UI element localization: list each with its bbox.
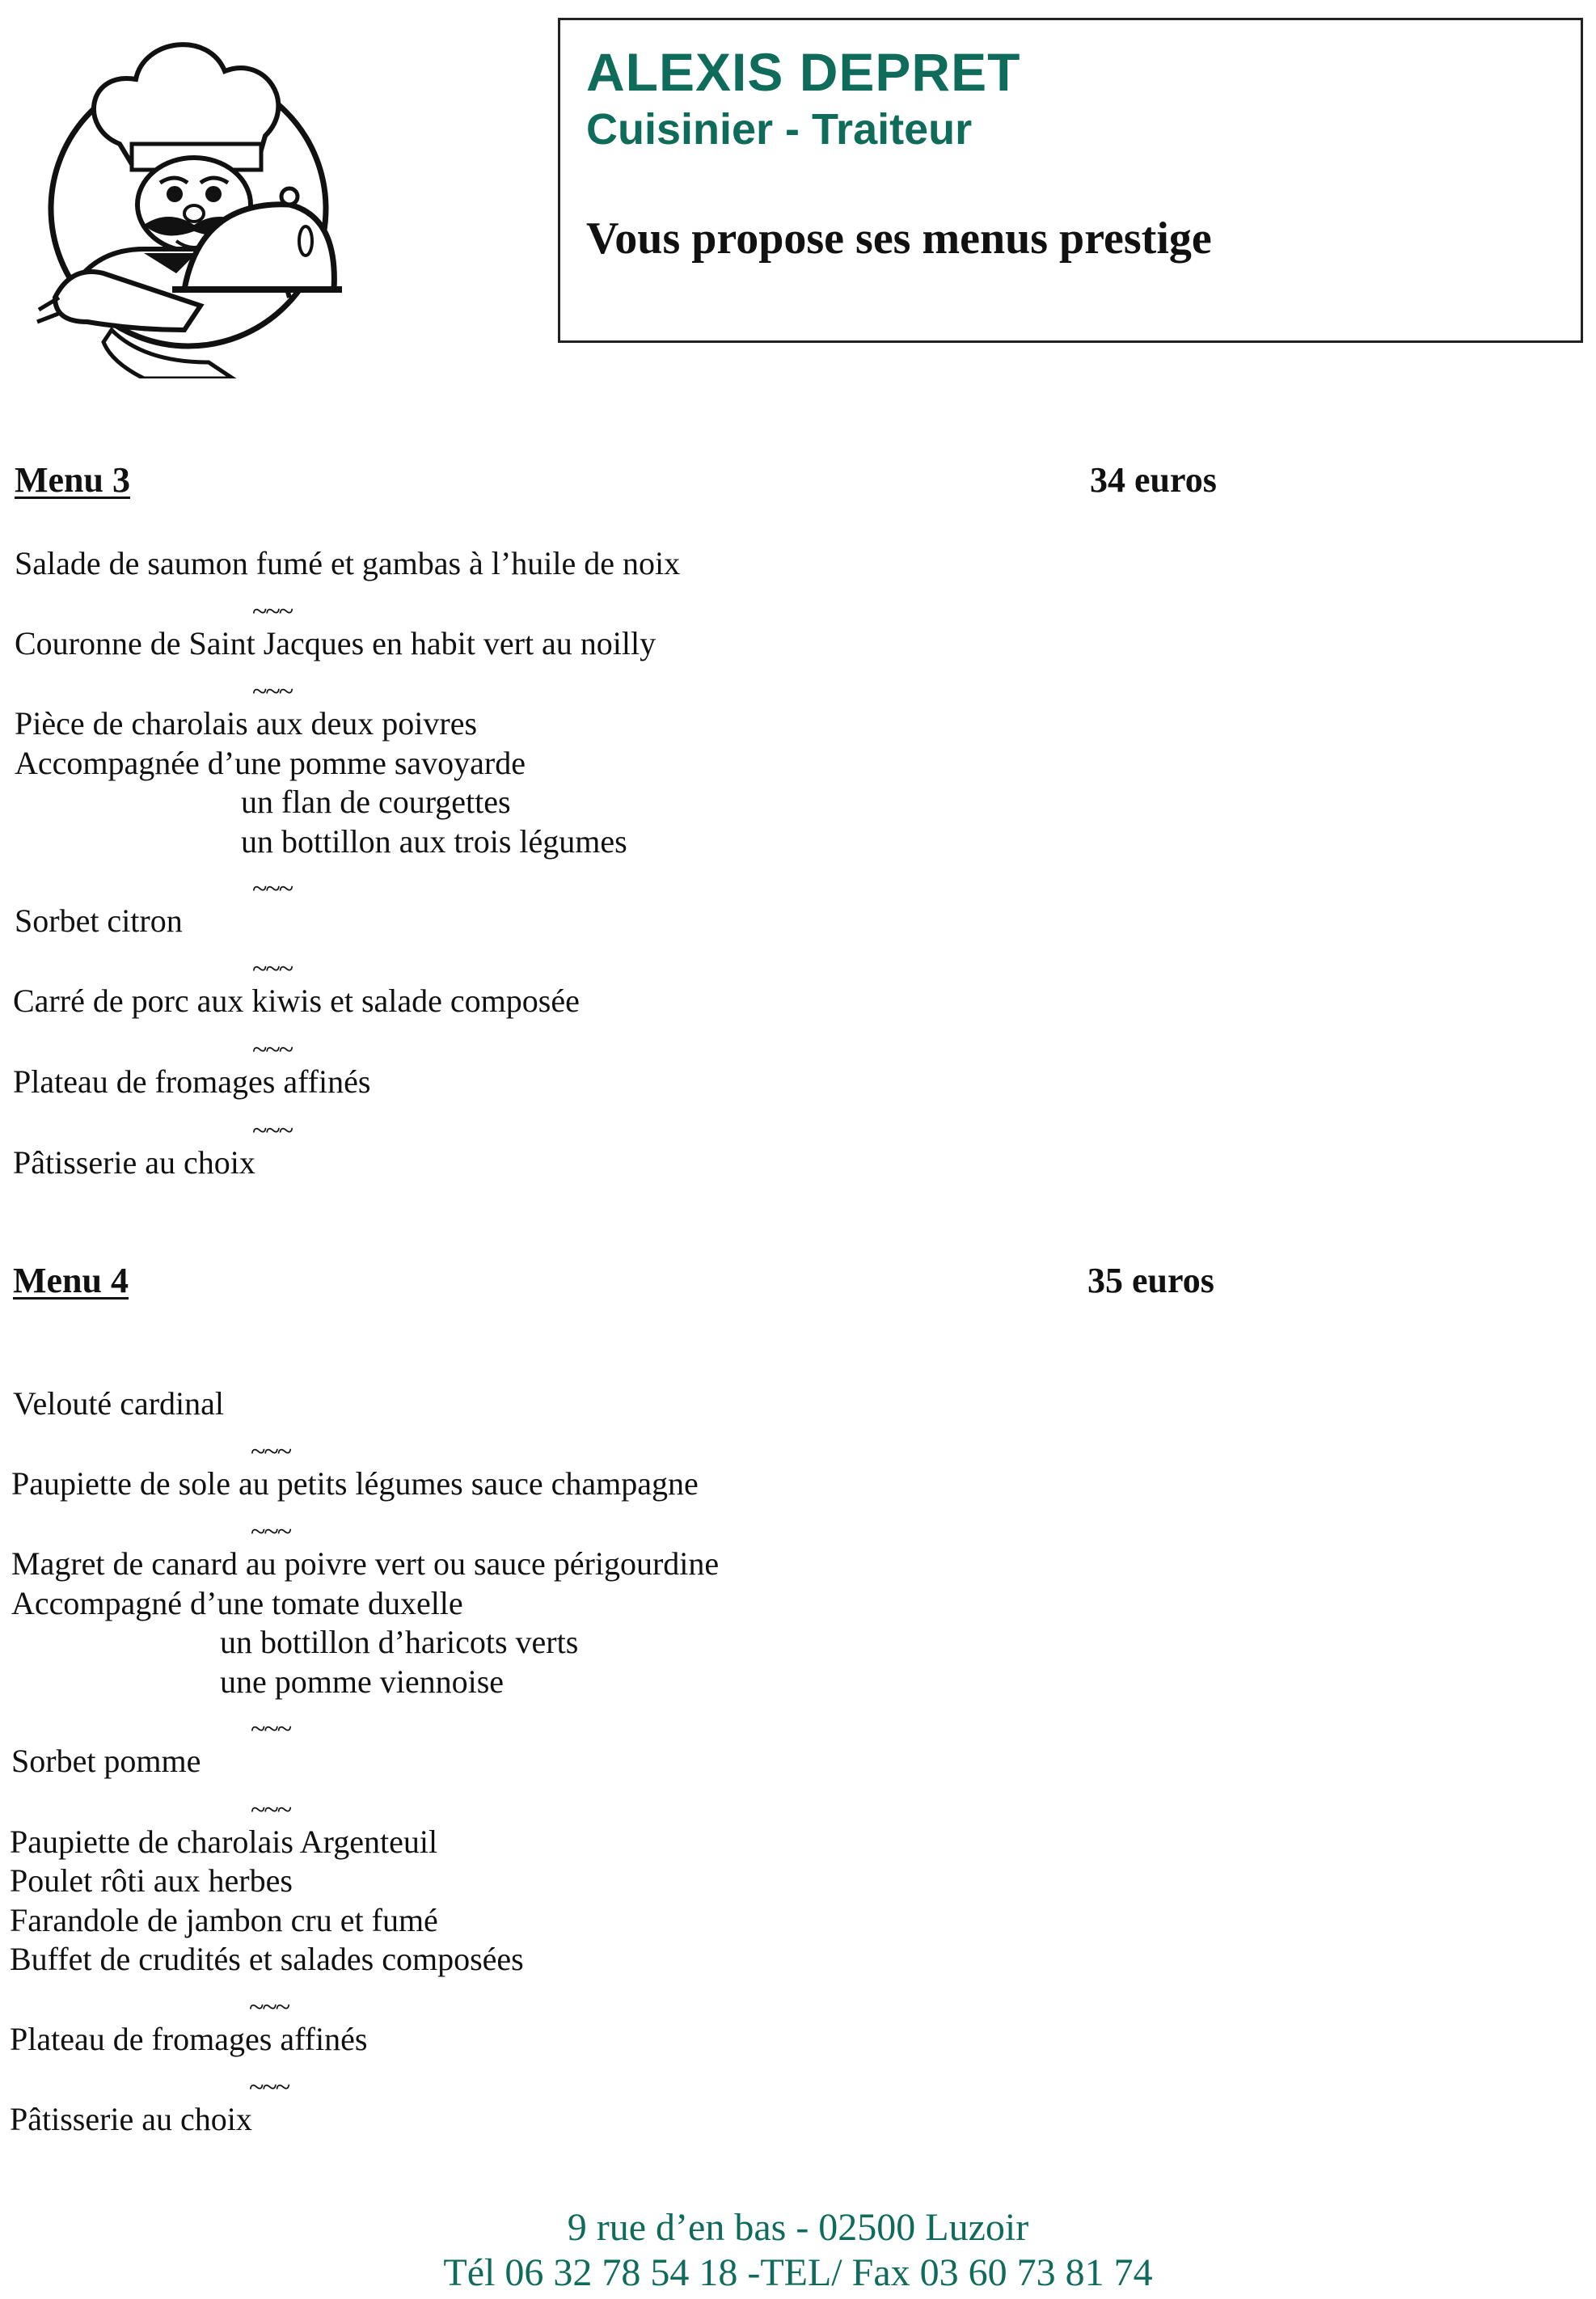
menu-3-separator: ~~~ — [252, 677, 293, 707]
menu-3-line: un bottillon aux trois légumes — [241, 823, 627, 860]
menu-3-price: 34 euros — [1090, 460, 1217, 500]
menu-4-line: Magret de canard au poivre vert ou sauce périgourdine — [11, 1545, 720, 1582]
header-box — [558, 18, 1583, 343]
menu-4-separator: ~~~ — [249, 1993, 289, 2022]
menu-3-separator: ~~~ — [252, 1116, 293, 1146]
menu-3-line: Sorbet citron — [15, 902, 183, 939]
brand-name: ALEXIS DEPRET — [586, 42, 1021, 102]
menu-3-line: Accompagnée d’une pomme savoyarde — [15, 745, 526, 781]
menu-4-line: Paupiette de charolais Argenteuil — [10, 1824, 438, 1860]
menu-4-separator: ~~~ — [251, 1795, 291, 1825]
brand-profession: Cuisinier - Traiteur — [586, 105, 973, 154]
menu-4-line: Pâtisserie au choix — [10, 2101, 252, 2137]
menu-3-line: Pièce de charolais aux deux poivres — [15, 705, 478, 742]
menu-4-line: Paupiette de sole au petits légumes sauce champagne — [11, 1465, 699, 1502]
menu-4-separator: ~~~ — [251, 1714, 291, 1744]
menu-4-separator: ~~~ — [251, 1437, 291, 1467]
menu-3-line: un flan de courgettes — [241, 784, 511, 820]
menu-3-line: Salade de saumon fumé et gambas à l’huile de noix — [15, 545, 681, 581]
menu-4-line: Accompagné d’une tomate duxelle — [11, 1585, 463, 1621]
menu-4-line: Sorbet pomme — [11, 1743, 201, 1779]
menu-3-line: Pâtisserie au choix — [13, 1144, 255, 1181]
menu-3-separator: ~~~ — [252, 954, 293, 984]
brand-tagline: Vous propose ses menus prestige — [586, 213, 1212, 264]
menu-4-line: Poulet rôti aux herbes — [10, 1862, 293, 1899]
menu-4-separator: ~~~ — [249, 2073, 289, 2102]
menu-3-title: Menu 3 — [15, 460, 130, 500]
menu-4-line: Buffet de crudités et salades composées — [10, 1941, 524, 1977]
menu-3-separator: ~~~ — [252, 1035, 293, 1065]
menu-4-title: Menu 4 — [13, 1261, 129, 1300]
menu-3-line: Carré de porc aux kiwis et salade composée — [13, 983, 580, 1019]
menu-4-line: Velouté cardinal — [13, 1385, 224, 1422]
menu-4-line: une pomme viennoise — [220, 1663, 505, 1700]
menu-3-separator: ~~~ — [252, 597, 293, 627]
menu-3-line: Couronne de Saint Jacques en habit vert au noilly — [15, 625, 657, 661]
menu-4-line: Farandole de jambon cru et fumé — [10, 1902, 438, 1938]
footer-phone: Tél 06 32 78 54 18 -TEL/ Fax 03 60 73 81 74 — [443, 2251, 1153, 2294]
footer-address: 9 rue d’en bas - 02500 Luzoir — [567, 2206, 1029, 2249]
menu-3-separator: ~~~ — [252, 874, 293, 904]
menu-3-line: Plateau de fromages affinés — [13, 1063, 371, 1100]
menu-4-separator: ~~~ — [251, 1517, 291, 1547]
menu-4-price: 35 euros — [1087, 1261, 1214, 1300]
menu-4-line: Plateau de fromages affinés — [10, 2021, 368, 2057]
chef-with-cloche-icon — [23, 23, 346, 378]
menu-4-line: un bottillon d’haricots verts — [220, 1624, 579, 1660]
